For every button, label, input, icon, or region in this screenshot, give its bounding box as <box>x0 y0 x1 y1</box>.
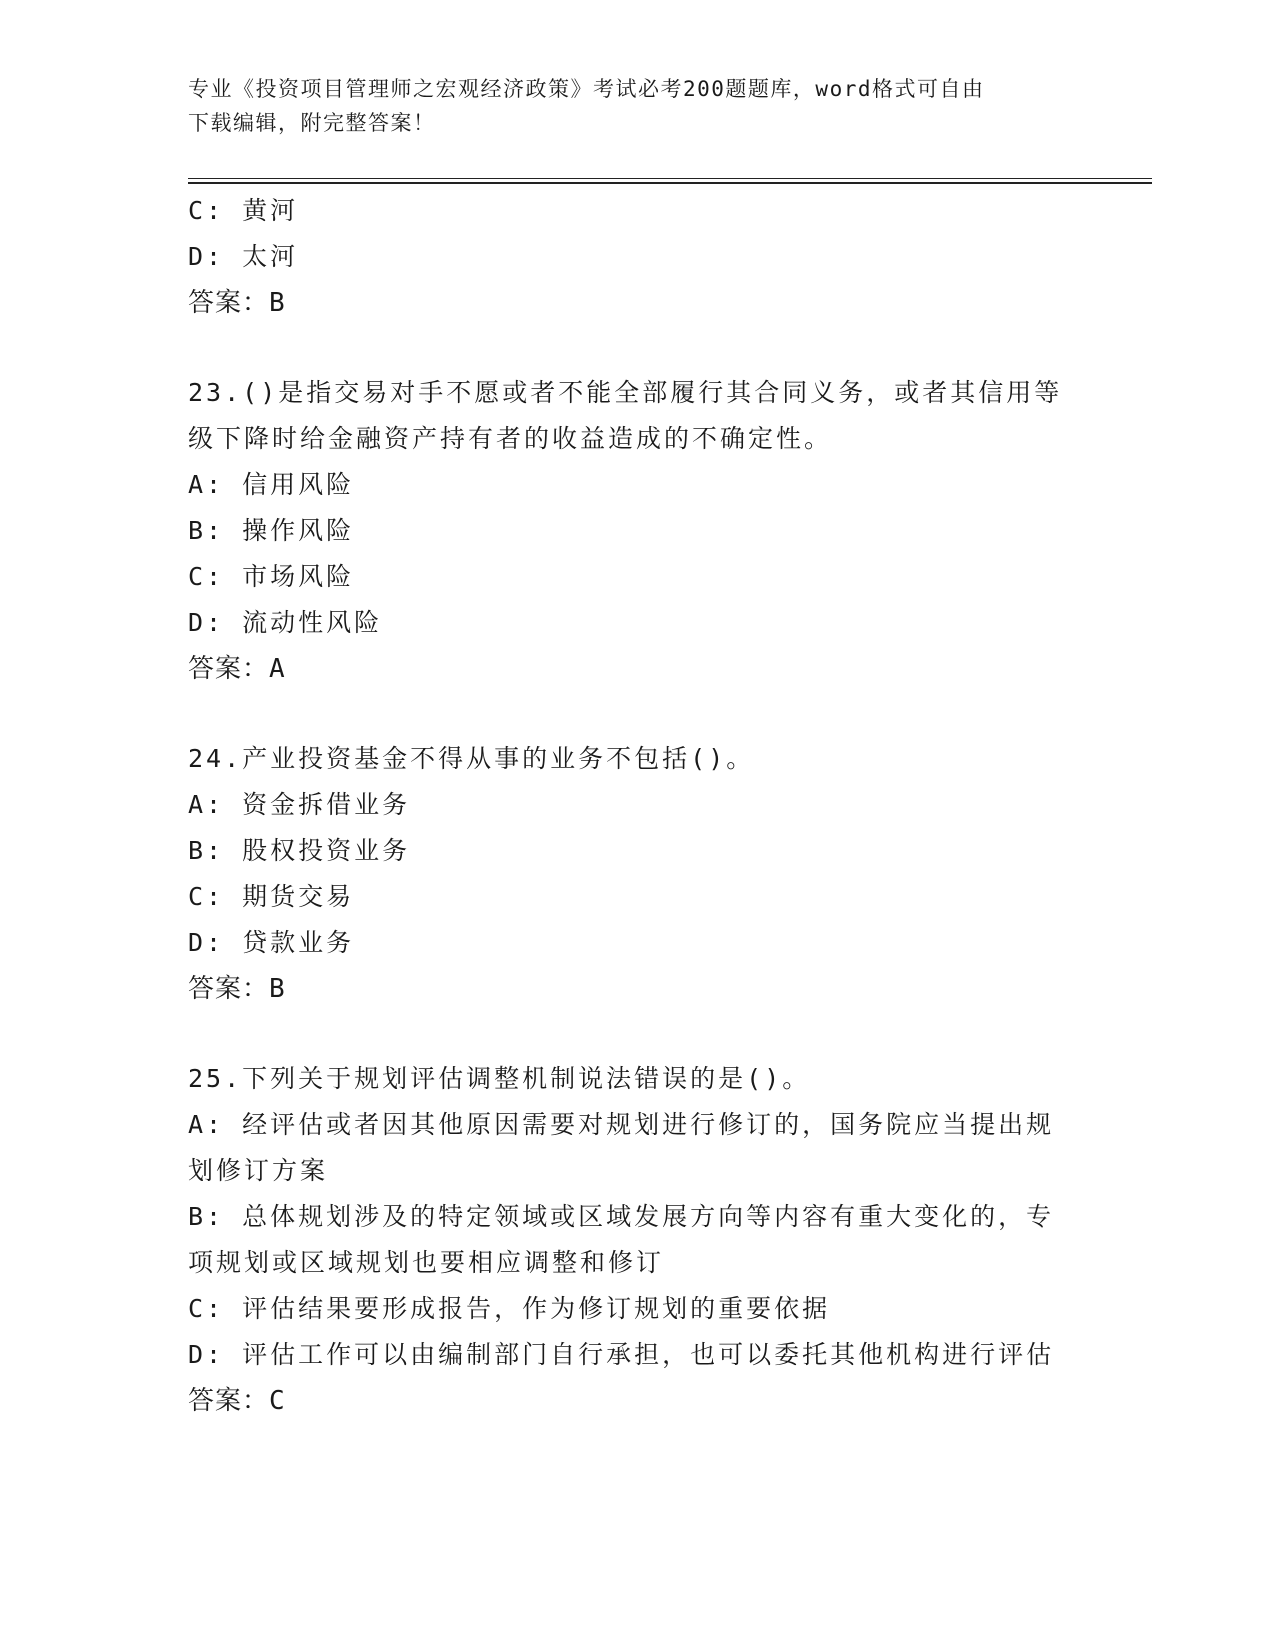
question-stem: 24.产业投资基金不得从事的业务不包括()。 <box>188 744 755 773</box>
answer-value: A <box>269 654 286 684</box>
answer-value: B <box>269 974 286 1004</box>
option-b: B: 操作风险 <box>188 516 355 545</box>
option-d: D: 太河 <box>188 242 299 271</box>
header-divider-thin <box>188 178 1152 179</box>
option-d: D: 评估工作可以由编制部门自行承担，也可以委托其他机构进行评估 <box>188 1340 1055 1369</box>
question-list <box>188 188 1088 1424</box>
option-c: C: 期货交易 <box>188 882 355 911</box>
option-b: B: 总体规划涉及的特定领域或区域发展方向等内容有重大变化的，专 <box>188 1202 1055 1231</box>
option-d: D: 贷款业务 <box>188 928 355 957</box>
answer-label: 答案： <box>188 974 270 1004</box>
option-a: A: 经评估或者因其他原因需要对规划进行修订的，国务院应当提出规 <box>188 1110 1055 1139</box>
option-b: B: 股权投资业务 <box>188 836 411 865</box>
option-a-continued: 划修订方案 <box>188 1156 329 1185</box>
question-block-23 <box>188 370 1088 692</box>
answer-label: 答案： <box>188 1386 270 1416</box>
answer-label: 答案： <box>188 288 270 318</box>
option-d: D: 流动性风险 <box>188 608 383 637</box>
question-block-25 <box>188 1056 1088 1424</box>
answer-line <box>188 280 1088 326</box>
header-divider-thick <box>188 182 1152 184</box>
answer-line <box>188 646 1088 692</box>
question-stem-continued: 级下降时给金融资产持有者的收益造成的不确定性。 <box>188 424 833 453</box>
document-header <box>188 72 1068 140</box>
question-stem: 25.下列关于规划评估调整机制说法错误的是()。 <box>188 1064 811 1093</box>
answer-line <box>188 1378 1088 1424</box>
option-a: A: 信用风险 <box>188 470 355 499</box>
question-block-24 <box>188 736 1088 1012</box>
answer-label: 答案： <box>188 654 270 684</box>
header-line-2: 下载编辑，附完整答案！ <box>188 111 436 135</box>
header-line-1: 专业《投资项目管理师之宏观经济政策》考试必考200题题库，word格式可自由 <box>188 77 985 101</box>
option-c: C: 黄河 <box>188 196 299 225</box>
answer-line <box>188 966 1088 1012</box>
answer-value: B <box>269 288 286 318</box>
answer-value: C <box>269 1386 286 1416</box>
option-a: A: 资金拆借业务 <box>188 790 411 819</box>
option-c: C: 市场风险 <box>188 562 355 591</box>
question-stem: 23.()是指交易对手不愿或者不能全部履行其合同义务，或者其信用等 <box>188 378 1063 407</box>
option-b-continued: 项规划或区域规划也要相应调整和修订 <box>188 1248 665 1277</box>
option-c: C: 评估结果要形成报告，作为修订规划的重要依据 <box>188 1294 831 1323</box>
question-block-22 <box>188 188 1088 326</box>
